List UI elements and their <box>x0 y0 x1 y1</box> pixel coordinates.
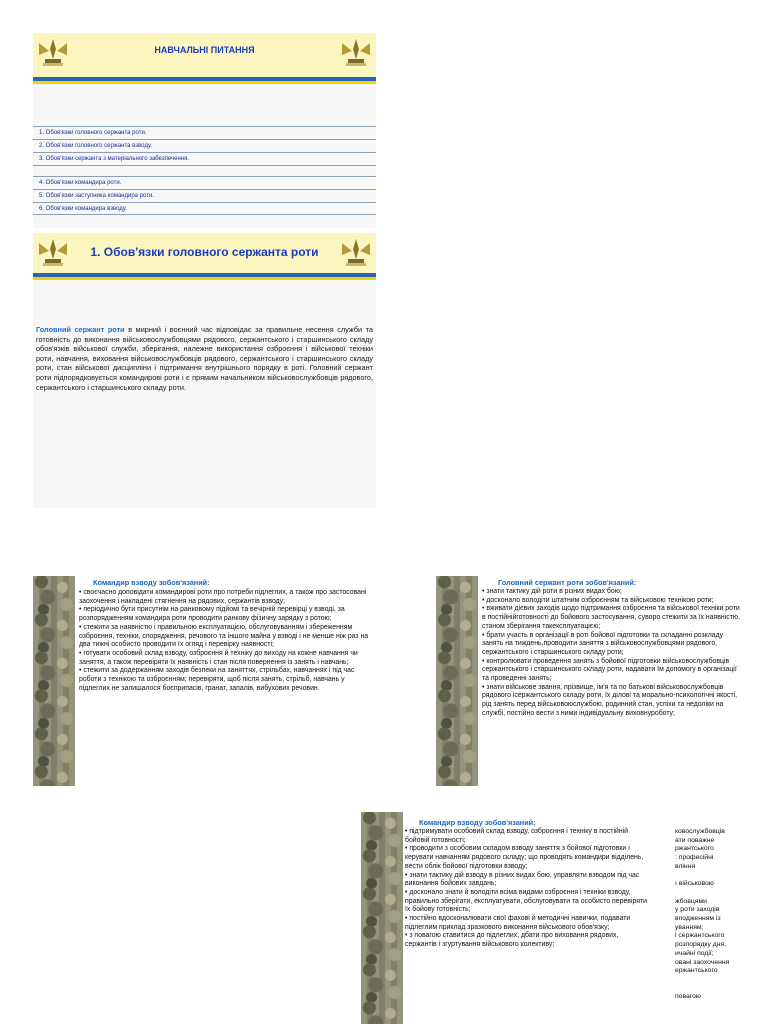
list-item: • з повагою ставитися до підлеглих, дбати про виховання рядових, сержантів і згуртування військового колективу; <box>405 932 619 949</box>
list-item: • стежити за наявністю і правильною експлуатацією, обслуговуванням і збереженням озброєння, техніки, спорядження, речового та іншого майна у взводі і не менше ніж раз на два тижні особисто проводити їх огляд і перевірку наявності; <box>79 623 369 649</box>
camouflage-strip <box>361 812 403 1024</box>
peek-line: ержантського <box>675 967 718 975</box>
peek-line: у роти заходів <box>675 906 720 914</box>
peek-line: жбовцями <box>675 897 707 905</box>
trident-emblem-icon <box>338 35 374 69</box>
slide-platoon-commander-duties <box>33 576 375 786</box>
peek-line <box>675 985 768 994</box>
duty-title: 1. Обов'язки головного сержанта роти <box>90 245 319 259</box>
list-item: • постійно вдосконалювати свої фахові й методичні навички, подавати підлеглим приклад зразкового виконання військового обов'язку; <box>405 915 631 931</box>
peek-line: ржантського <box>675 845 714 853</box>
slide-heading: Командир взводу зобов'язаний: <box>93 578 210 587</box>
slide-heading: Командир взводу зобов'язаний: <box>419 818 536 827</box>
questions-list <box>33 126 376 215</box>
list-item: • досконало знати й володіти всіма видами озброєння і техніки взводу, правильно зберігати, експлуатувати, обслуговувати та особисто перевіряти їх бойову готовність; <box>405 888 647 914</box>
list-item: • готувати особовий склад взводу, озброєння й техніку до виходу на кожне навчання чи заняття, а також перевіряти їх наявність і стан після повернення із занять і навчань; <box>79 649 358 666</box>
peek-line: і сержантського <box>675 932 725 940</box>
slide-heading: Головний сержант роти зобов'язаний: <box>498 578 637 587</box>
list-item: • підтримувати особовий склад взводу, озброєння і техніку в постійній бойовій готовності; <box>405 828 629 844</box>
trident-emblem-icon <box>35 35 71 69</box>
peek-line: розпорядку дня, <box>675 941 727 949</box>
list-item: • контролювати проведення занять з бойової підготовки військовослужбовців сержантського і старшинського складу роти, надавати їм допомогу в організації та проведенні занять; <box>482 657 737 683</box>
list-item: • проводити з особовим складом взводу заняття з бойової підготовки і керувати навчанням рядового складу; що проводять командири відділень, вести облік бойової підготовки взводу; <box>405 845 644 870</box>
slide-banner <box>33 233 376 277</box>
menu-item-4[interactable]: 4. Обов'язки командира роти. <box>33 176 376 189</box>
slide-banner <box>33 33 376 81</box>
peek-line: ичайні події; <box>675 949 714 957</box>
camouflage-strip <box>436 576 478 786</box>
trident-emblem-icon <box>35 235 71 269</box>
list-item: • своєчасно доповідати командирові роти про потреби підлеглих, а також про застосовані заохочення і накладені стягнення на рядових, сержантів взводу; <box>79 589 367 605</box>
peek-line: уванням; <box>675 923 704 931</box>
slide-sergeant-duties <box>33 233 376 508</box>
duties-list <box>405 828 648 950</box>
menu-item-2[interactable]: 2. Обов'язки головного сержанта взводу. <box>33 139 376 152</box>
peek-line <box>675 872 768 881</box>
list-item: • знати військове звання, прізвище, ім'я та по батькові військовослужбовців рядового ісержантського складу роти, їх ділові та морально-психологічні якості, рід занять перед військовоюслужбою, родинний стан, успіхи та недоліки на службі, постійно вести з ними індивідуальну виховнуроботу; <box>482 683 738 717</box>
peek-line <box>675 976 768 985</box>
slide-company-sergeant-duties <box>436 576 746 786</box>
list-item: • вживати дієвих заходів щодо підтримання озброєння та військової техніки роти в постійнійготовності до бойового застосування, суворо стежити за їх наявністю, станом зберігання такексплуатацією; <box>482 605 740 630</box>
list-item: • знати тактику дій роти в різних видах бою; <box>482 588 622 595</box>
peek-line: : професійні <box>675 854 714 862</box>
list-item: • досконало володіти штатним озброєнням та військовою технікою роти; <box>482 596 714 604</box>
trident-emblem-icon <box>338 235 374 269</box>
peek-line: повагою <box>675 993 701 1001</box>
peek-line: ı військовою <box>675 880 714 888</box>
menu-item-6[interactable]: 6. Обов'язки командира взводу. <box>33 202 376 215</box>
peek-line: вподженням із <box>675 915 721 923</box>
menu-divider <box>33 165 376 176</box>
duty-lead: Головний сержант роти <box>36 325 125 334</box>
menu-item-3[interactable]: 3. Обов'язки сержанта з матеріального забезпечення. <box>33 152 376 165</box>
slide-training-questions <box>33 33 376 228</box>
underlying-slide-text <box>675 828 768 1002</box>
peek-line <box>675 889 768 898</box>
duty-paragraph <box>36 325 373 392</box>
duties-list <box>79 589 371 693</box>
list-item: • знати тактику дій взводу в різних видах бою, управляти взводом під час виконання бойових завдань; <box>405 871 640 888</box>
peek-line: ковослужбовців <box>675 828 725 835</box>
peek-line: овані заохочення <box>675 958 730 966</box>
peek-line: вління <box>675 862 696 870</box>
peek-line: ати поважне <box>675 836 715 844</box>
list-item: • стежити за додержанням заходів безпеки на заняттях, стрільбах, навчаннях і під час роботи з технікою та озброєнням; перевіряти, щоб після занять, стрільб, навчань у підлеглих не залишалося боєприпасів, гранат, запалів, вибухових речовин. <box>79 667 355 692</box>
menu-title: НАВЧАЛЬНІ ПИТАННЯ <box>154 45 255 55</box>
slide-platoon-commander-duties-2 <box>361 812 768 1024</box>
duty-body: в мирний і воєнний час відповідає за правильне несення служби та готовність до виконання військовослужбовцями рядового, сержантського і старшинського складу обов'язків військової служби, зберігання, належне використання озброєння і військової техніки роти, навчання, виховання військовослужбовців рядового, сержантського і старшинського складу роти, стан військової дисципліни і підтримання внутрішнього порядку в роті. Головний сержант роти підпорядковується командирові роти і є прямим начальником військовослужбовців рядового, сержантського і старшинського складу роти. <box>36 325 373 392</box>
list-item: • брати участь в організації в роті бойової підготовки та складанні розкладу занять на тиждень,проводити заняття з військовослужбовцями рядового, сержантського і старшинського складу роти; <box>482 631 724 656</box>
list-item: • періодично бути присутнім на ранковому підйомі та вечірній перевірці у взводі, за розпорядженням командира роти проводити ранкову фізичну зарядку з ротою; <box>79 606 345 623</box>
menu-item-5[interactable]: 5. Обов'язки заступника командира роти. <box>33 189 376 202</box>
duties-list <box>482 588 742 719</box>
camouflage-strip <box>33 576 75 786</box>
menu-item-1[interactable]: 1. Обов'язки головного сержанта роти. <box>33 126 376 139</box>
